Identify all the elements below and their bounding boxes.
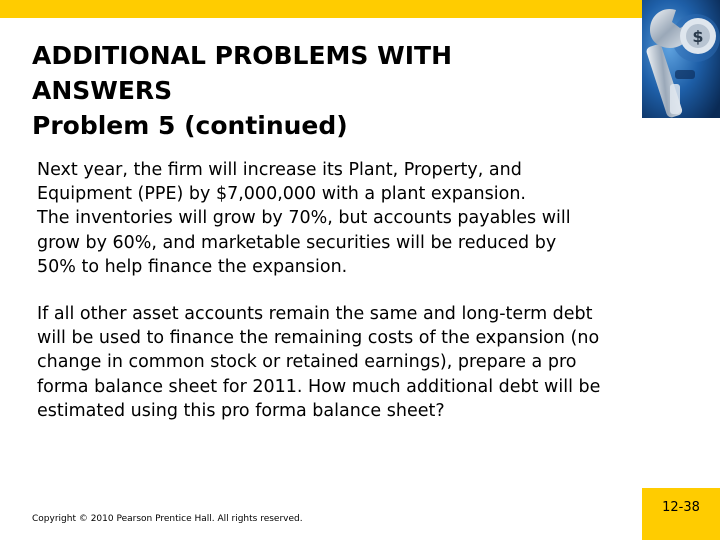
page-number: 12-38 <box>662 500 700 515</box>
paragraph-1-line: 50% to help finance the expansion. <box>37 256 348 277</box>
paragraph-1-line: Next year, the firm will increase its Plant, Property, and <box>37 160 522 180</box>
title-line-3: Problem 5 (continued) <box>32 111 348 140</box>
paragraph-2-line: forma balance sheet for 2011. How much additional debt will be <box>37 376 601 397</box>
slide-title <box>32 38 612 143</box>
paragraph-2-line: will be used to finance the remaining costs of the expansion (no <box>37 328 600 349</box>
paragraph-1-line: Equipment (PPE) by $7,000,000 with a plant expansion. <box>37 184 526 205</box>
paragraph-1-line: grow by 60%, and marketable securities will be reduced by <box>37 232 557 253</box>
paragraph-2-line: If all other asset accounts remain the same and long-term debt <box>37 304 593 324</box>
problem-paragraph-2 <box>37 302 697 423</box>
copyright-notice: Copyright © 2010 Pearson Prentice Hall. All rights reserved. <box>32 514 303 524</box>
top-accent-bar <box>0 0 642 18</box>
problem-paragraph-1 <box>37 158 662 279</box>
svg-text:$: $ <box>692 27 704 46</box>
wrench-dollar-gear-icon <box>642 0 720 118</box>
paragraph-2-line: change in common stock or retained earnings), prepare a pro <box>37 352 577 373</box>
title-line-2: ANSWERS <box>32 76 173 105</box>
paragraph-1-line: The inventories will grow by 70%, but accounts payables will <box>37 208 571 229</box>
title-line-1: ADDITIONAL PROBLEMS WITH <box>32 41 452 70</box>
paragraph-2-line: estimated using this pro forma balance sheet? <box>37 400 445 421</box>
page-number-badge <box>642 488 720 540</box>
